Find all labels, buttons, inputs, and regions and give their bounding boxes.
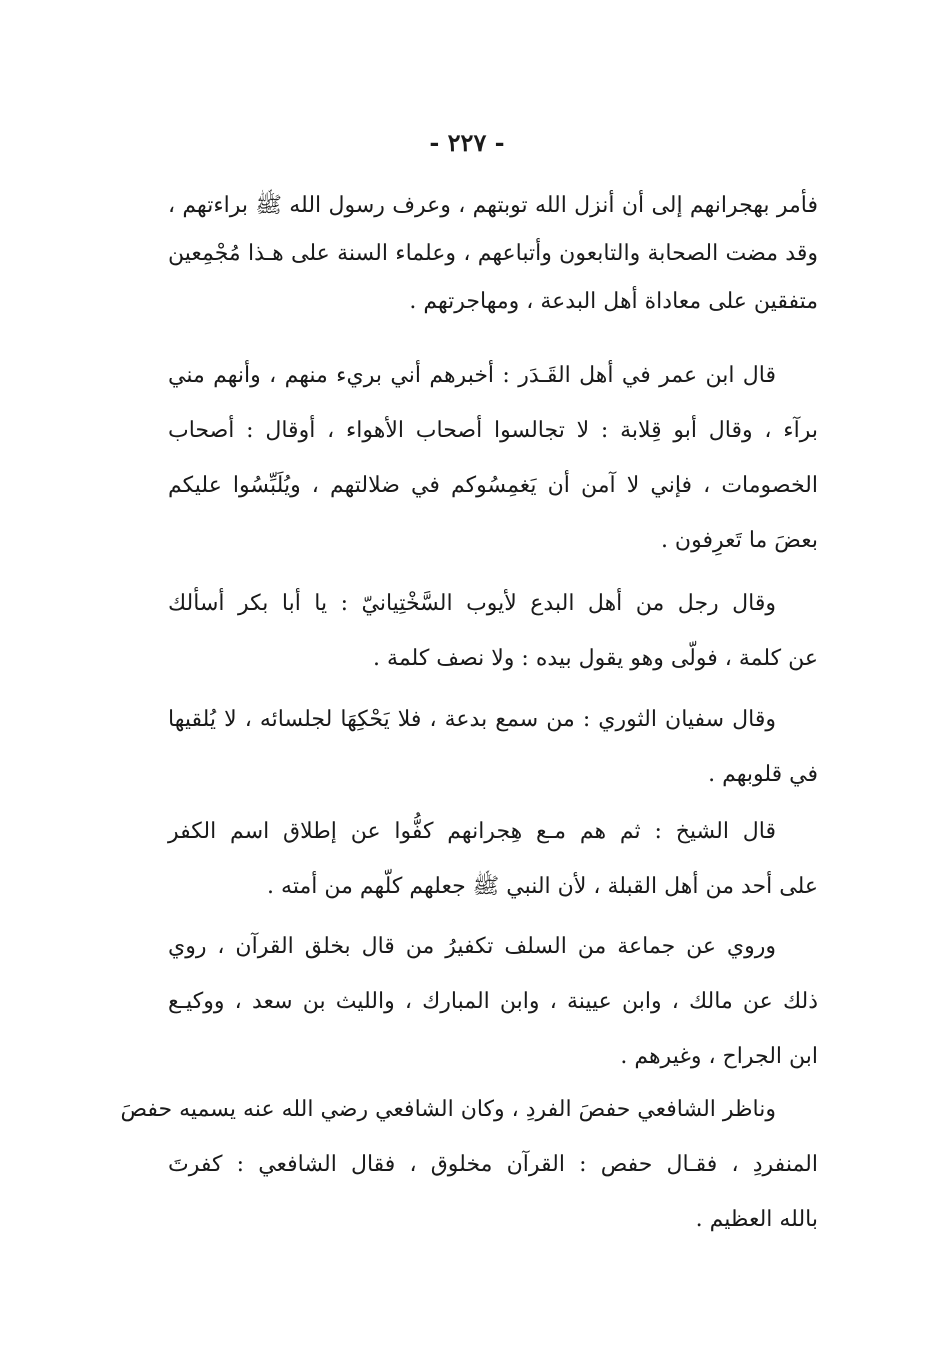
paragraph-line: في قلوبهم . [708, 762, 818, 787]
paragraph-7 [120, 1096, 818, 1234]
paragraph-5 [168, 818, 818, 901]
paragraph-line: برآء ، وقال أبو قِلابة : لا تجالسوا أصحاب الأهواء ، أوقال : أصحاب [168, 418, 818, 443]
paragraph-line: المنفردِ ، فقـال حفص : القرآن مخلوق ، فقال الشافعي : كفرتَ [168, 1152, 818, 1177]
paragraph-line: وناظر الشافعي حفصَ الفردِ ، وكان الشافعي رضي الله عنه يسميه حفصَ [120, 1097, 776, 1122]
paragraph-line: بالله العظيم . [695, 1207, 818, 1232]
paragraph-3 [168, 590, 818, 673]
paragraph-6 [168, 933, 818, 1071]
paragraph-2 [168, 362, 818, 555]
paragraph-line: متفقين على معاداة أهل البدعة ، ومهاجرتهم . [409, 289, 818, 314]
paragraph-line: فأمر بهجرانهم إلى أن أنزل الله توبتهم ، وعرف رسول الله ﷺ براءتهم ، [168, 193, 818, 218]
page-number: - ٢٢٧ - [429, 128, 505, 157]
paragraph-line: وقد مضت الصحابة والتابعون وأتباعهم ، وعلماء السنة على هـذا مُجْمِعين [168, 241, 818, 266]
paragraph-line: ابن الجراح ، وغيرهم . [620, 1044, 818, 1069]
paragraph-line: وروي عن جماعة من السلف تكفيرُ من قال بخلق القرآن ، روي [168, 934, 776, 959]
paragraph-line: ذلك عن مالك ، وابن عيينة ، وابن المبارك ، والليث بن سعد ، ووكيـع [168, 989, 818, 1014]
paragraph-line: الخصومات ، فإني لا آمن أن يَغمِسُوكم في ضلالتهم ، ويُلَبِّسُوا عليكم [168, 473, 818, 498]
paragraph-4 [168, 706, 818, 789]
paragraph-line: بعضَ ما تَعرِفون . [660, 528, 818, 553]
paragraph-line: قال الشيخ : ثم هم مـع هِجرانهم كفُّوا عن إطلاق اسم الكفر [168, 819, 776, 844]
paragraph-line: قال ابن عمر في أهل القَـدَر : أخبرهم أني بريء منهم ، وأنهم مني [168, 363, 776, 388]
paragraph-1 [168, 192, 818, 316]
paragraph-line: عن كلمة ، فولّى وهو يقول بيده : ولا نصف كلمة . [373, 646, 818, 671]
paragraph-line: وقال سفيان الثوري : من سمع بدعة ، فلا يَحْكِهَا لجلسائه ، لا يُلقيها [168, 707, 776, 732]
paragraph-line: على أحد من أهل القبلة ، لأن النبي ﷺ جعلهم كلّهم من أمته . [267, 874, 818, 899]
paragraph-line: وقال رجل من أهل البدع لأيوب السَّخْتِيانيّ : يا أبا بكر أسألك [168, 591, 776, 616]
